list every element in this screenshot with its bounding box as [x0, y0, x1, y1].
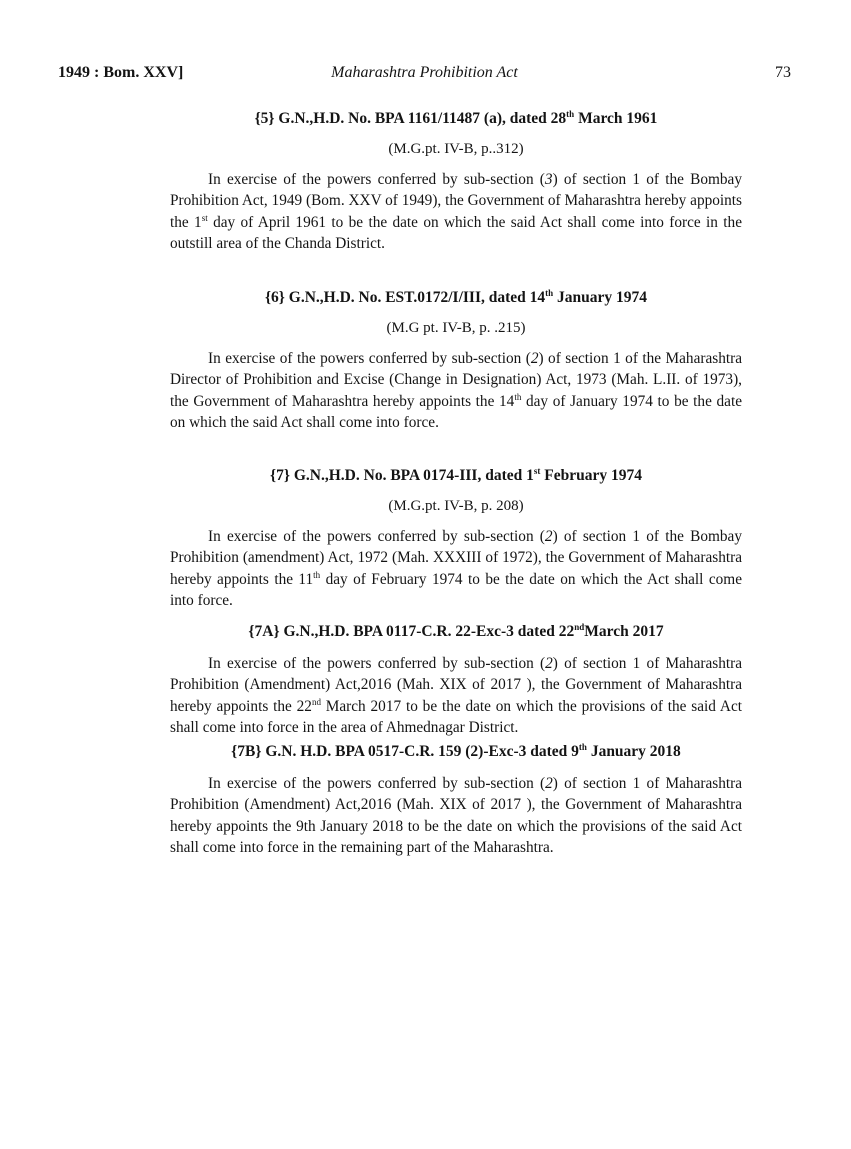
page-number: 73	[775, 64, 791, 81]
gazette-reference: (M.G pt. IV-B, p. .215)	[386, 320, 526, 336]
notification-7	[170, 466, 742, 611]
act-citation: 1949 : Bom. XXV]	[58, 64, 184, 81]
notification-7b	[170, 742, 742, 858]
act-title: Maharashtra Prohibition Act	[331, 64, 518, 81]
notification-7a	[170, 622, 742, 738]
notification-6	[170, 288, 742, 433]
notification-title: {6} G.N.,H.D. No. EST.0172/I/III, dated 14th January 1974	[264, 287, 648, 306]
notification-body: In exercise of the powers conferred by sub-section (3) of section 1 of the Bombay Prohibition Act, 1949 (Bom. XXV of 1949), the Government of Maharashtra hereby appoints the 1st day of April 1961 to be the date on which the said Act shall come into force in the outstill area of the Chanda District.	[170, 171, 742, 252]
notification-title: {7A} G.N.,H.D. BPA 0117-C.R. 22-Exc-3 dated 22ndMarch 2017	[248, 621, 664, 640]
running-header	[58, 64, 791, 86]
notification-body: In exercise of the powers conferred by sub-section (2) of section 1 of the Bombay Prohibition (amendment) Act, 1972 (Mah. XXXIII of 1972), the Government of Maharashtra hereby appoints the 11th day of February 1974 to be the date on which the Act shall come into force.	[170, 528, 742, 609]
notification-body: In exercise of the powers conferred by sub-section (2) of section 1 of the Maharashtra Director of Prohibition and Excise (Change in Designation) Act, 1973 (Mah. L.II. of 1973), the Government of Maharashtra hereby appoints the 14th day of January 1974 to be the date on which the said Act shall come into force.	[170, 350, 742, 431]
notification-body: In exercise of the powers conferred by sub-section (2) of section 1 of Maharashtra Prohibition (Amendment) Act,2016 (Mah. XIX of 2017 ), the Government of Maharashtra hereby appoints the 9th January 2018 to be the date on which the provisions of the said Act shall come into force in the remaining part of the Maharashtra.	[170, 775, 742, 856]
gazette-reference: (M.G.pt. IV-B, p..312)	[388, 141, 524, 157]
notification-5	[170, 109, 742, 254]
notification-body: In exercise of the powers conferred by sub-section (2) of section 1 of Maharashtra Prohibition (Amendment) Act,2016 (Mah. XIX of 2017 ), the Government of Maharashtra hereby appoints the 22nd March 2017 to be the date on which the provisions of the said Act shall come into force in the area of Ahmednagar District.	[170, 655, 742, 736]
gazette-reference: (M.G.pt. IV-B, p. 208)	[388, 498, 524, 514]
notification-title: {7} G.N.,H.D. No. BPA 0174-III, dated 1st February 1974	[270, 465, 642, 484]
notification-title: {7B} G.N. H.D. BPA 0517-C.R. 159 (2)-Exc-3 dated 9th January 2018	[231, 741, 681, 760]
notification-title: {5} G.N.,H.D. No. BPA 1161/11487 (a), dated 28th March 1961	[254, 108, 658, 127]
